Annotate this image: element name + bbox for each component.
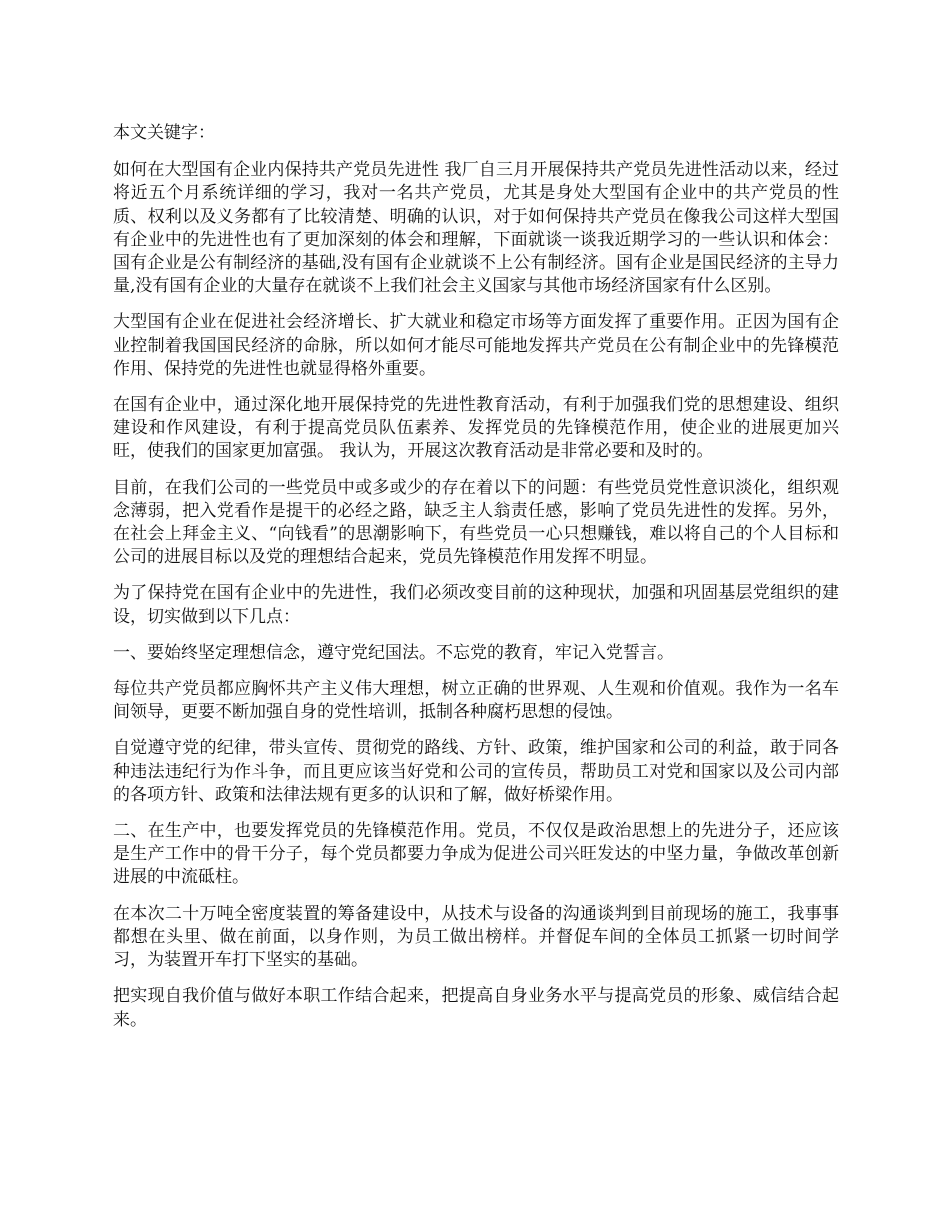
paragraph-10: 在本次二十万吨全密度装置的筹备建设中，从技术与设备的沟通谈判到目前现场的施工，我事事都想在头里、做在前面，以身作则，为员工做出榜样。并督促车间的全体员工抓紧一切时间学习，为装置开车打下坚实的基础。 [113,903,839,971]
document-body [113,122,839,1045]
paragraph-5: 为了保持党在国有企业中的先进性，我们必须改变目前的这种现状，加强和巩固基层党组织的建设，切实做到以下几点： [113,583,839,627]
keywords-label: 本文关键字： [113,123,215,143]
paragraph-6: 一、要始终坚定理想信念，遵守党纪国法。不忘党的教育，牢记入党誓言。 [113,642,674,663]
paragraph-2: 大型国有企业在促进社会经济增长、扩大就业和稳定市场等方面发挥了重要作用。正因为国有企业控制着我国国民经济的命脉，所以如何才能尽可能地发挥共产党员在公有制企业中的先锋模范作用、保持党的先进性也就显得格外重要。 [113,312,839,379]
paragraph-1: 如何在大型国有企业内保持共产党员先进性 我厂自三月开展保持共产党员先进性活动以来，经过将近五个月系统详细的学习，我对一名共产党员，尤其是身处大型国有企业中的共产党员的性质、权利以及义务都有了比较清楚、明确的认识，对于如何保持共产党员在像我公司这样大型国有企业中的先进性也有了更加深刻的体会和理解，下面就谈一谈我近期学习的一些认识和体会： 国有企业是公有制经济的基础,没有国有企业就谈不上公有制经济。国有企业是国民经济的主导力量,没有国有企业的大量存在就谈不上我们社会主义国家与其他市场经济国家有什么区别。 [113,160,839,297]
paragraph-9: 二、在生产中，也要发挥党员的先锋模范作用。党员，不仅仅是政治思想上的先进分子，还应该是生产工作中的骨干分子，每个党员都要力争成为促进公司兴旺发达的中坚力量，争做改革创新进展的中流砥柱。 [113,821,839,888]
paragraph-4: 目前，在我们公司的一些党员中或多或少的存在着以下的问题：有些党员党性意识淡化，组织观念薄弱，把入党看作是提干的必经之路，缺乏主人翁责任感，影响了党员先进性的发挥。另外，在社会上拜金主义、“向钱看”的思潮影响下，有些党员一心只想赚钱，难以将自己的个人目标和公司的进展目标以及党的理想结合起来，党员先锋模范作用发挥不明显。 [113,477,839,568]
paragraph-8: 自觉遵守党的纪律，带头宣传、贯彻党的路线、方针、政策，维护国家和公司的利益，敢于同各种违法违纪行为作斗争，而且更应该当好党和公司的宣传员，帮助员工对党和国家以及公司内部的各项方针、政策和法律法规有更多的认识和了解，做好桥梁作用。 [113,738,839,805]
paragraph-7: 每位共产党员都应胸怀共产主义伟大理想，树立正确的世界观、人生观和价值观。我作为一名车间领导，更要不断加强自身的党性培训，抵制各种腐朽思想的侵蚀。 [113,679,839,723]
paragraph-11: 把实现自我价值与做好本职工作结合起来，把提高自身业务水平与提高党员的形象、威信结合起来。 [113,986,839,1030]
paragraph-3: 在国有企业中，通过深化地开展保持党的先进性教育活动，有利于加强我们党的思想建设、组织建设和作风建设，有利于提高党员队伍素养、发挥党员的先锋模范作用，使企业的进展更加兴旺，使我们的国家更加富强。 我认为，开展这次教育活动是非常必要和及时的。 [113,395,839,462]
